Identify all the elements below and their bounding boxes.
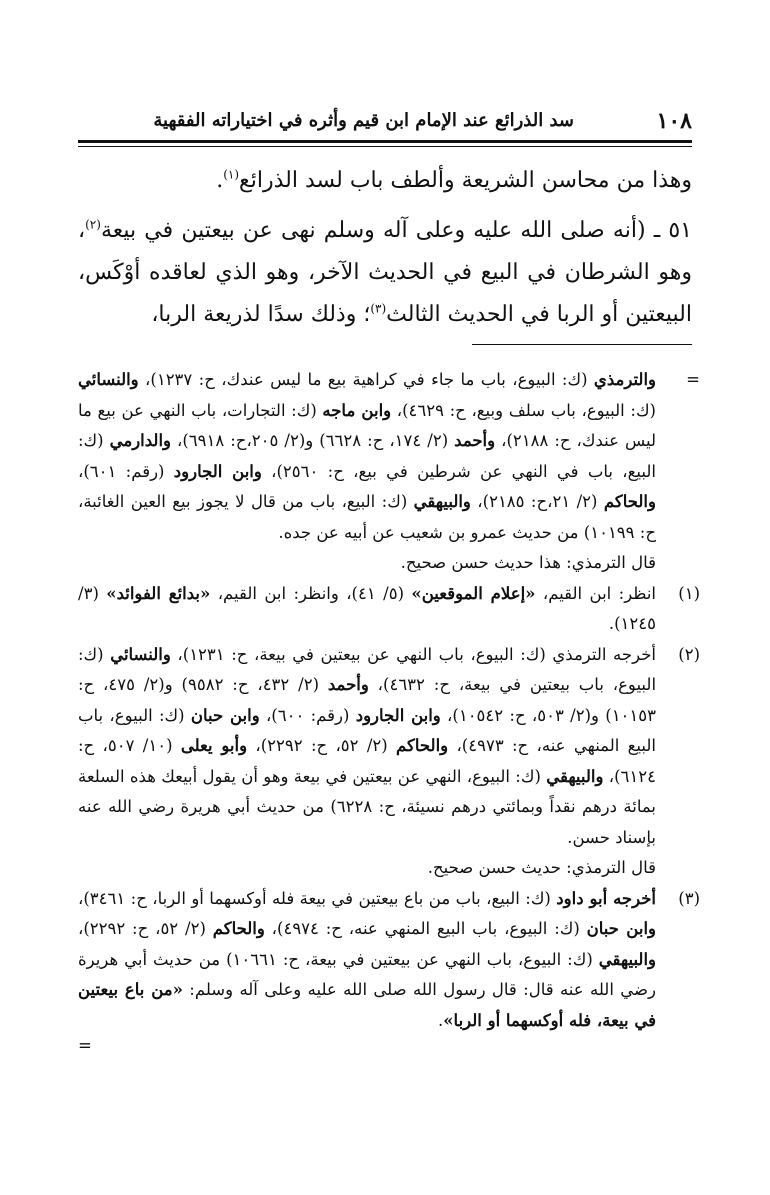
footnotes	[78, 365, 700, 1056]
footnote-3	[78, 884, 700, 1057]
footnote-1	[78, 579, 700, 640]
footnote-separator	[472, 344, 692, 345]
paragraph-1: وهذا من محاسن الشريعة وألطف باب لسد الذرائع$^{(١)}$.	[216, 167, 692, 193]
footnote-continued-grade: قال الترمذي: هذا حديث حسن صحيح.	[400, 553, 656, 572]
footnote-2	[78, 640, 700, 884]
footnote-3-label: (٣)	[678, 888, 700, 908]
paragraph-2: ٥١ ـ (أنه صلى الله عليه وعلى آله وسلم نهى عن بيعتين في بيعة$^{(٢)}$، وهو الشرطان في البيع في الحديث الآخر، وهو الذي لعاقده أوْكَس، البيعتين أو الربا في الحديث الثالث$^{(٣)}$؛ وذلك سدًا لذريعة الربا،	[78, 217, 692, 327]
page-number: ١٠٨	[656, 108, 692, 134]
running-title: سد الذرائع عند الإمام ابن قيم وأثره في اختياراته الفقهية	[153, 110, 574, 131]
footnote-3-end-mark: =	[78, 1036, 92, 1055]
footnote-1-text: انظر: ابن القيم، «إعلام الموقعين» (٥/ ٤١)، وانظر: ابن القيم، «بدائع الفوائد» (٣/ ١٢٤٥).	[78, 583, 657, 633]
footnote-2-text: أخرجه الترمذي (ك: البيوع، باب النهي عن بيعتين في بيعة، ح: ١٢٣١)، والنسائي (ك: البيوع، باب بيعتين في بيعة، ح: ٤٦٣٢)، وأحمد (٢/ ٤٣٢، ح: ٩٥٨٢) و(٢/ ٤٧٥، ح: ١٠١٥٣) و(٢/ ٥٠٣، ح: ١٠٥٤٢)، وابن الجارود (رقم: ٦٠٠)، وابن حبان (ك: البيوع، باب البيع المنهي عنه، ح: ٤٩٧٣)، والحاكم (٢/ ٥٢، ح: ٢٢٩٢)، وأبو يعلى (١٠/ ٥٠٧، ح: ٦١٢٤)، والبيهقي (ك: البيوع، النهي عن بيعتين في بيعة وهو أن يقول أبيعك هذه السلعة بمائة درهم نقداً وبمائتي درهم نسيئة، ح: ٦٢٢٨) من حديث أبي هريرة رضي الله عنه بإسناد حسن.	[78, 644, 657, 847]
footnote-2-grade: قال الترمذي: حديث حسن صحيح.	[427, 858, 656, 877]
main-text	[78, 160, 692, 336]
footnote-continued	[78, 365, 700, 579]
page-header	[78, 108, 692, 138]
footnote-ref-1[interactable]: (١)	[223, 167, 240, 182]
header-rule-thin	[78, 146, 692, 147]
footnote-3-text: أخرجه أبو داود (ك: البيع، باب من باع بيعتين في بيعة فله أوكسهما أو الربا، ح: ٣٤٦١)، وابن حبان (ك: البيوع، باب البيع المنهي عنه، ح: ٤٩٧٤)، والحاكم (٢/ ٥٢، ح: ٢٢٩٢)، والبيهقي (ك: البيوع، باب النهي عن بيعتين في بيعة، ح: ١٠٦٦١) من حديث أبي هريرة رضي الله عنه قال: قال رسول الله صلى الله عليه وعلى آله وسلم: «من باع بيعتين في بيعة، فله أوكسهما أو الربا».	[78, 888, 657, 1030]
footnote-continued-text: والترمذي (ك: البيوع، باب ما جاء في كراهية بيع ما ليس عندك، ح: ١٢٣٧)، والنسائي (ك: البيوع، باب سلف وبيع، ح: ٤٦٢٩)، وابن ماجه (ك: التجارات، باب النهي عن بيع ما ليس عندك، ح: ٢١٨٨)، وأحمد (٢/ ١٧٤، ح: ٦٦٢٨) و(٢/ ٢٠٥،ح: ٦٩١٨)، والدارمي (ك: البيع، باب في النهي عن شرطين في بيع، ح: ٢٥٦٠)، وابن الجارود (رقم: ٦٠١)، والحاكم (٢/ ٢١،ح: ٢١٨٥)، والبيهقي (ك: البيع، باب من قال لا يجوز بيع العين الغائبة، ح: ١٠١٩٩) من حديث عمرو بن شعيب عن أبيه عن جده.	[78, 370, 657, 542]
footnote-ref-3[interactable]: (٣)	[370, 301, 387, 316]
footnote-2-label: (٢)	[678, 644, 700, 664]
header-rule-thick	[78, 140, 692, 143]
continuation-mark: =	[686, 370, 700, 389]
footnote-1-label: (١)	[678, 583, 700, 603]
footnote-ref-2[interactable]: (٢)	[85, 217, 101, 232]
